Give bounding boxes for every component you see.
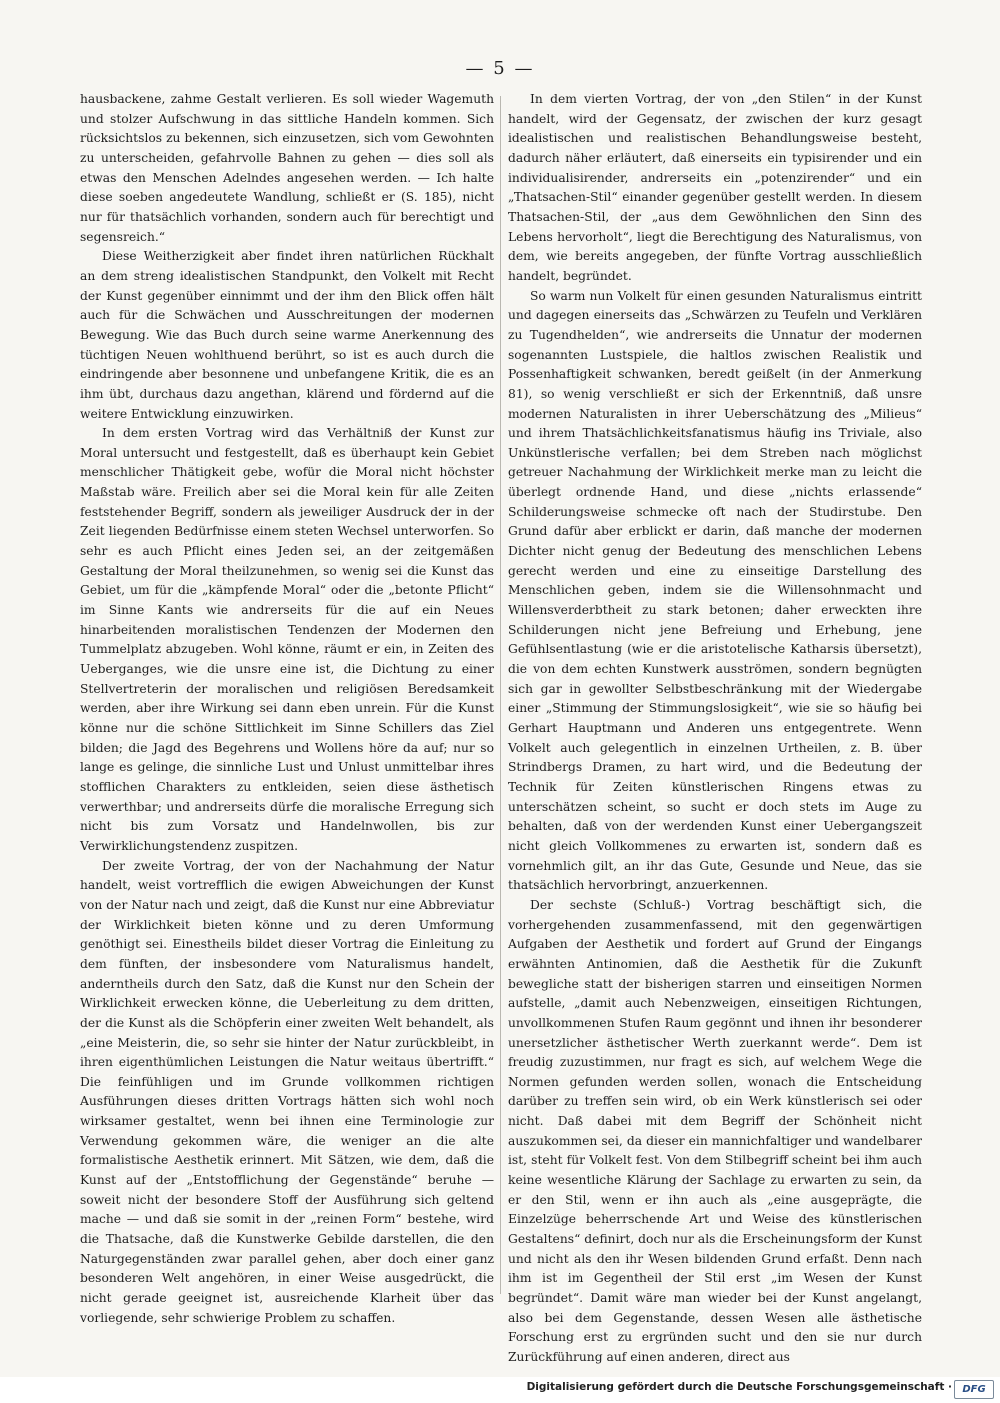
- dfg-logo: DFG: [954, 1380, 994, 1399]
- paragraph: Der sechste (Schluß-) Vortrag beschäftigt sich, die vorhergehenden zusammenfassend, mit den gegenwärtigen Aufgaben der Aesthetik und fordert auf Grund der Eingangs erwähnten Antinomien, daß die Aesthetik für die Zukunft bewegliche statt der bisherigen starren und einseitigen Normen aufstelle, „damit auch Nebenzweigen, einseitigen Richtungen, unvollkommenen Stufen Raum gegönnt und ihnen ihr besonderer unersetzlicher ästhetischer Werth zuerkannt werde“. Dem ist freudig zuzustimmen, nur fragt es sich, auf welchem Wege die Normen gefunden werden sollen, wonach die Entscheidung darüber zu treffen sein wird, ob ein Werk künstlerisch sei oder nicht. Daß dabei mit dem Begriff der Schönheit nicht auszukommen sei, da dieser ein mannichfaltiger und wandelbarer ist, steht für Volkelt fest. Von dem Stilbegriff scheint bei ihm auch keine wesentliche Klärung der Sachlage zu erwarten zu sein, da er den Stil, wenn er ihn auch als „eine ausgeprägte, die Einzelzüge beherrschende Art und Weise des künstlerischen Gestaltens“ definirt, doch nur als die Erscheinungsform der Kunst und nicht als den ihr Wesen bildenden Grund erfaßt. Denn nach ihm ist im Gegentheil der Stil erst „im Wesen der Kunst begründet“. Damit wäre man wieder bei der Kunst angelangt, also bei dem Gegenstande, dessen Wesen alle ästhetische Forschung erst zu ergründen sucht und den sie nur durch Zurückführung auf einen anderen, direct aus: [508, 897, 922, 1364]
- paragraph: Der zweite Vortrag, der von der Nachahmung der Natur handelt, weist vortrefflich die ewigen Abweichungen der Kunst von der Natur nach und zeigt, daß die Kunst nur eine Abbreviatur der Wirklichkeit bieten könne und zu deren Umformung genöthigt sei. Einestheils bildet dieser Vortrag die Einleitung zu dem fünften, der insbesondere vom Naturalismus handelt, anderntheils durch den Satz, daß die Kunst nur den Schein der Wirklichkeit erwecken könne, die Ueberleitung zu dem dritten, der die Kunst als die Schöpferin einer zweiten Welt behandelt, als „eine Meisterin, die, so sehr sie hinter der Natur zurückbleibt, in ihren eigenthümlichen Leistungen die Natur weitaus übertrifft.“ Die feinfühligen und im Grunde vollkommen richtigen Ausführungen dieses dritten Vortrags hätten sich wohl noch wirksamer gestaltet, wenn bei ihnen eine Terminologie zur Verwendung gekommen wäre, die weniger an die alte formalistische Aesthetik erinnert. Mit Sätzen, wie dem, daß die Kunst auf der „Entstofflichung der Gegenstände“ beruhe — soweit nicht der besondere Stoff der Ausführung sich geltend mache — und daß sie somit in der „reinen Form“ bestehe, wird die Thatsache, daß die Kunstwerke Gebilde darstellen, die den Naturgegenständen zwar parallel gehen, aber doch einer ganz besonderen Welt angehören, in einer Weise ausgedrückt, die nicht gerade geeignet ist, ausreichende Klarheit über das vorliegende, sehr schwierige Problem zu schaffen.: [80, 858, 494, 1325]
- funding-notice: Digitalisierung gefördert durch die Deutsche Forschungsgemeinschaft ·: [526, 1381, 952, 1393]
- paragraph: In dem vierten Vortrag, der von „den Stilen“ in der Kunst handelt, wird der Gegensatz, der zwischen der kurz gesagt idealistischen und realistischen Behandlungsweise besteht, dadurch näher erläutert, daß einerseits ein typisirender und ein individualisirender, andrerseits ein „potenzirender“ und ein „Thatsachen-Stil“ einander gegenüber gestellt werden. In diesem Thatsachen-Stil, der „aus dem Gewöhnlichen den Sinn des Lebens hervorholt“, liegt die Berechtigung des Naturalismus, von dem, wie bereits angegeben, der fünfte Vortrag ausschließlich handelt, begründet.: [508, 92, 922, 283]
- footer-bar: [0, 1377, 1000, 1403]
- left-column: [80, 90, 494, 1328]
- right-column: [508, 90, 922, 1368]
- column-divider: [500, 96, 501, 1294]
- page-number: — 5 —: [465, 58, 535, 79]
- paragraph: So warm nun Volkelt für einen gesunden Naturalismus eintritt und dagegen einerseits das „Schwärzen zu Teufeln und Verklären zu Tugendhelden“, wie andrerseits die Unnatur der modernen sogenannten Lustspiele, die haltlos zwischen Realistik und Possenhaftigkeit schwanken, beredt geißelt (in der Anmerkung 81), so wenig verschließt er sich der Erkenntniß, daß unsre modernen Naturalisten in ihrer Ueberschätzung des „Milieus“ und ihrem Thatsächlichkeitsfanatismus häufig ins Triviale, also Unkünstlerische verfallen; bei dem Streben nach möglichst getreuer Nachahmung der Wirklichkeit merke man zu leicht die überlegt ordnende Hand, und diese „nichts erlassende“ Schilderungsweise schmecke oft nach der Studirstube. Den Grund dafür aber erblickt er darin, daß manche der modernen Dichter nicht genug der Bedeutung des menschlichen Lebens gerecht werden und eine zu einseitige Darstellung des Menschlichen geben, indem sie die Willensohnmacht und Willensverderbtheit zu stark betonen; daher erweckten ihre Schilderungen nicht jene Befreiung und Erhebung, jene Gefühlsentlastung (wie er die aristotelische Katharsis übersetzt), die von dem echten Kunstwerk ausströmen, sondern begnügten sich gar in gewollter Selbstbeschränkung mit der Wiedergabe einer „Stimmung der Stimmungslosigkeit“, wie sie so häufig bei Gerhart Hauptmann und Anderen uns entgegentrete. Wenn Volkelt auch gelegentlich in einzelnen Urtheilen, z. B. über Strindbergs Dramen, zu hart wird, und die Bedeutung der Technik für Zeiten künstlerischen Ringens etwas zu unterschätzen scheint, so sucht er doch stets im Auge zu behalten, daß von der werdenden Kunst einer Uebergangszeit nicht gleich Vollkommenes zu erwarten ist, sondern daß es vornehmlich gilt, an ihr das Gute, Gesunde und Neue, das sie thatsächlich hervorbringt, anzuerkennen.: [508, 288, 922, 893]
- paragraph: hausbackene, zahme Gestalt verlieren. Es soll wieder Wagemuth und stolzer Aufschwung in das sittliche Handeln kommen. Sich rücksichtslos zu bekennen, sich einzusetzen, sich vom Gewohnten zu unterscheiden, gefahrvolle Bahnen zu gehen — dies soll als etwas den Menschen Adelndes angesehen werden. — Ich halte diese soeben angedeutete Wandlung, schließt er (S. 185), nicht nur für thatsächlich vorhanden, sondern auch für berechtigt und segensreich.“: [80, 92, 494, 244]
- paragraph: In dem ersten Vortrag wird das Verhältniß der Kunst zur Moral untersucht und festgestellt, daß es überhaupt kein Gebiet menschlicher Thätigkeit gebe, wofür die Moral nicht höchster Maßstab wäre. Freilich aber sei die Moral kein für alle Zeiten feststehender Begriff, sondern als jeweiliger Ausdruck der in der Zeit liegenden Bedürfnisse einem steten Wechsel unterworfen. So sehr es auch Pflicht eines Jeden sei, an der zeitgemäßen Gestaltung der Moral theilzunehmen, so wenig sei die Kunst das Gebiet, um für die „kämpfende Moral“ oder die „betonte Pflicht“ im Sinne Kants wie andrerseits für die auf ein Neues hinarbeitenden moralistischen Tendenzen der Modernen den Tummelplatz abzugeben. Wohl könne, räumt er ein, in Zeiten des Ueberganges, wie die unsre eine ist, die Dichtung zu einer Stellvertreterin der moralischen und religiösen Beredsamkeit werden, aber ihre Wirkung sei dann eben unrein. Für die Kunst könne nur die schöne Sittlichkeit im Sinne Schillers das Ziel bilden; die Jagd des Begehrens und Wollens höre da auf; nur so lange es gelinge, die sinnliche Lust und Unlust unmittelbar ihres stofflichen Charakters zu entkleiden, seien diese ästhetisch verwerthbar; und andrerseits dürfe die moralische Erregung sich nicht bis zum Vorsatz und Handelnwollen, bis zur Verwirklichungstendenz zuspitzen.: [80, 426, 494, 853]
- paragraph: Diese Weitherzigkeit aber findet ihren natürlichen Rückhalt an dem streng idealistischen Standpunkt, den Volkelt mit Recht der Kunst gegenüber einnimmt und der ihm den Blick offen hält auch für die Schwächen und Ausschreitungen der modernen Bewegung. Wie das Buch durch seine warme Anerkennung des tüchtigen Neuen wohlthuend berührt, so ist es auch durch die eindringende aber besonnene und unbefangene Kritik, die es an ihm übt, durchaus dazu angethan, klärend und fördernd auf die weitere Entwicklung einzuwirken.: [80, 249, 494, 421]
